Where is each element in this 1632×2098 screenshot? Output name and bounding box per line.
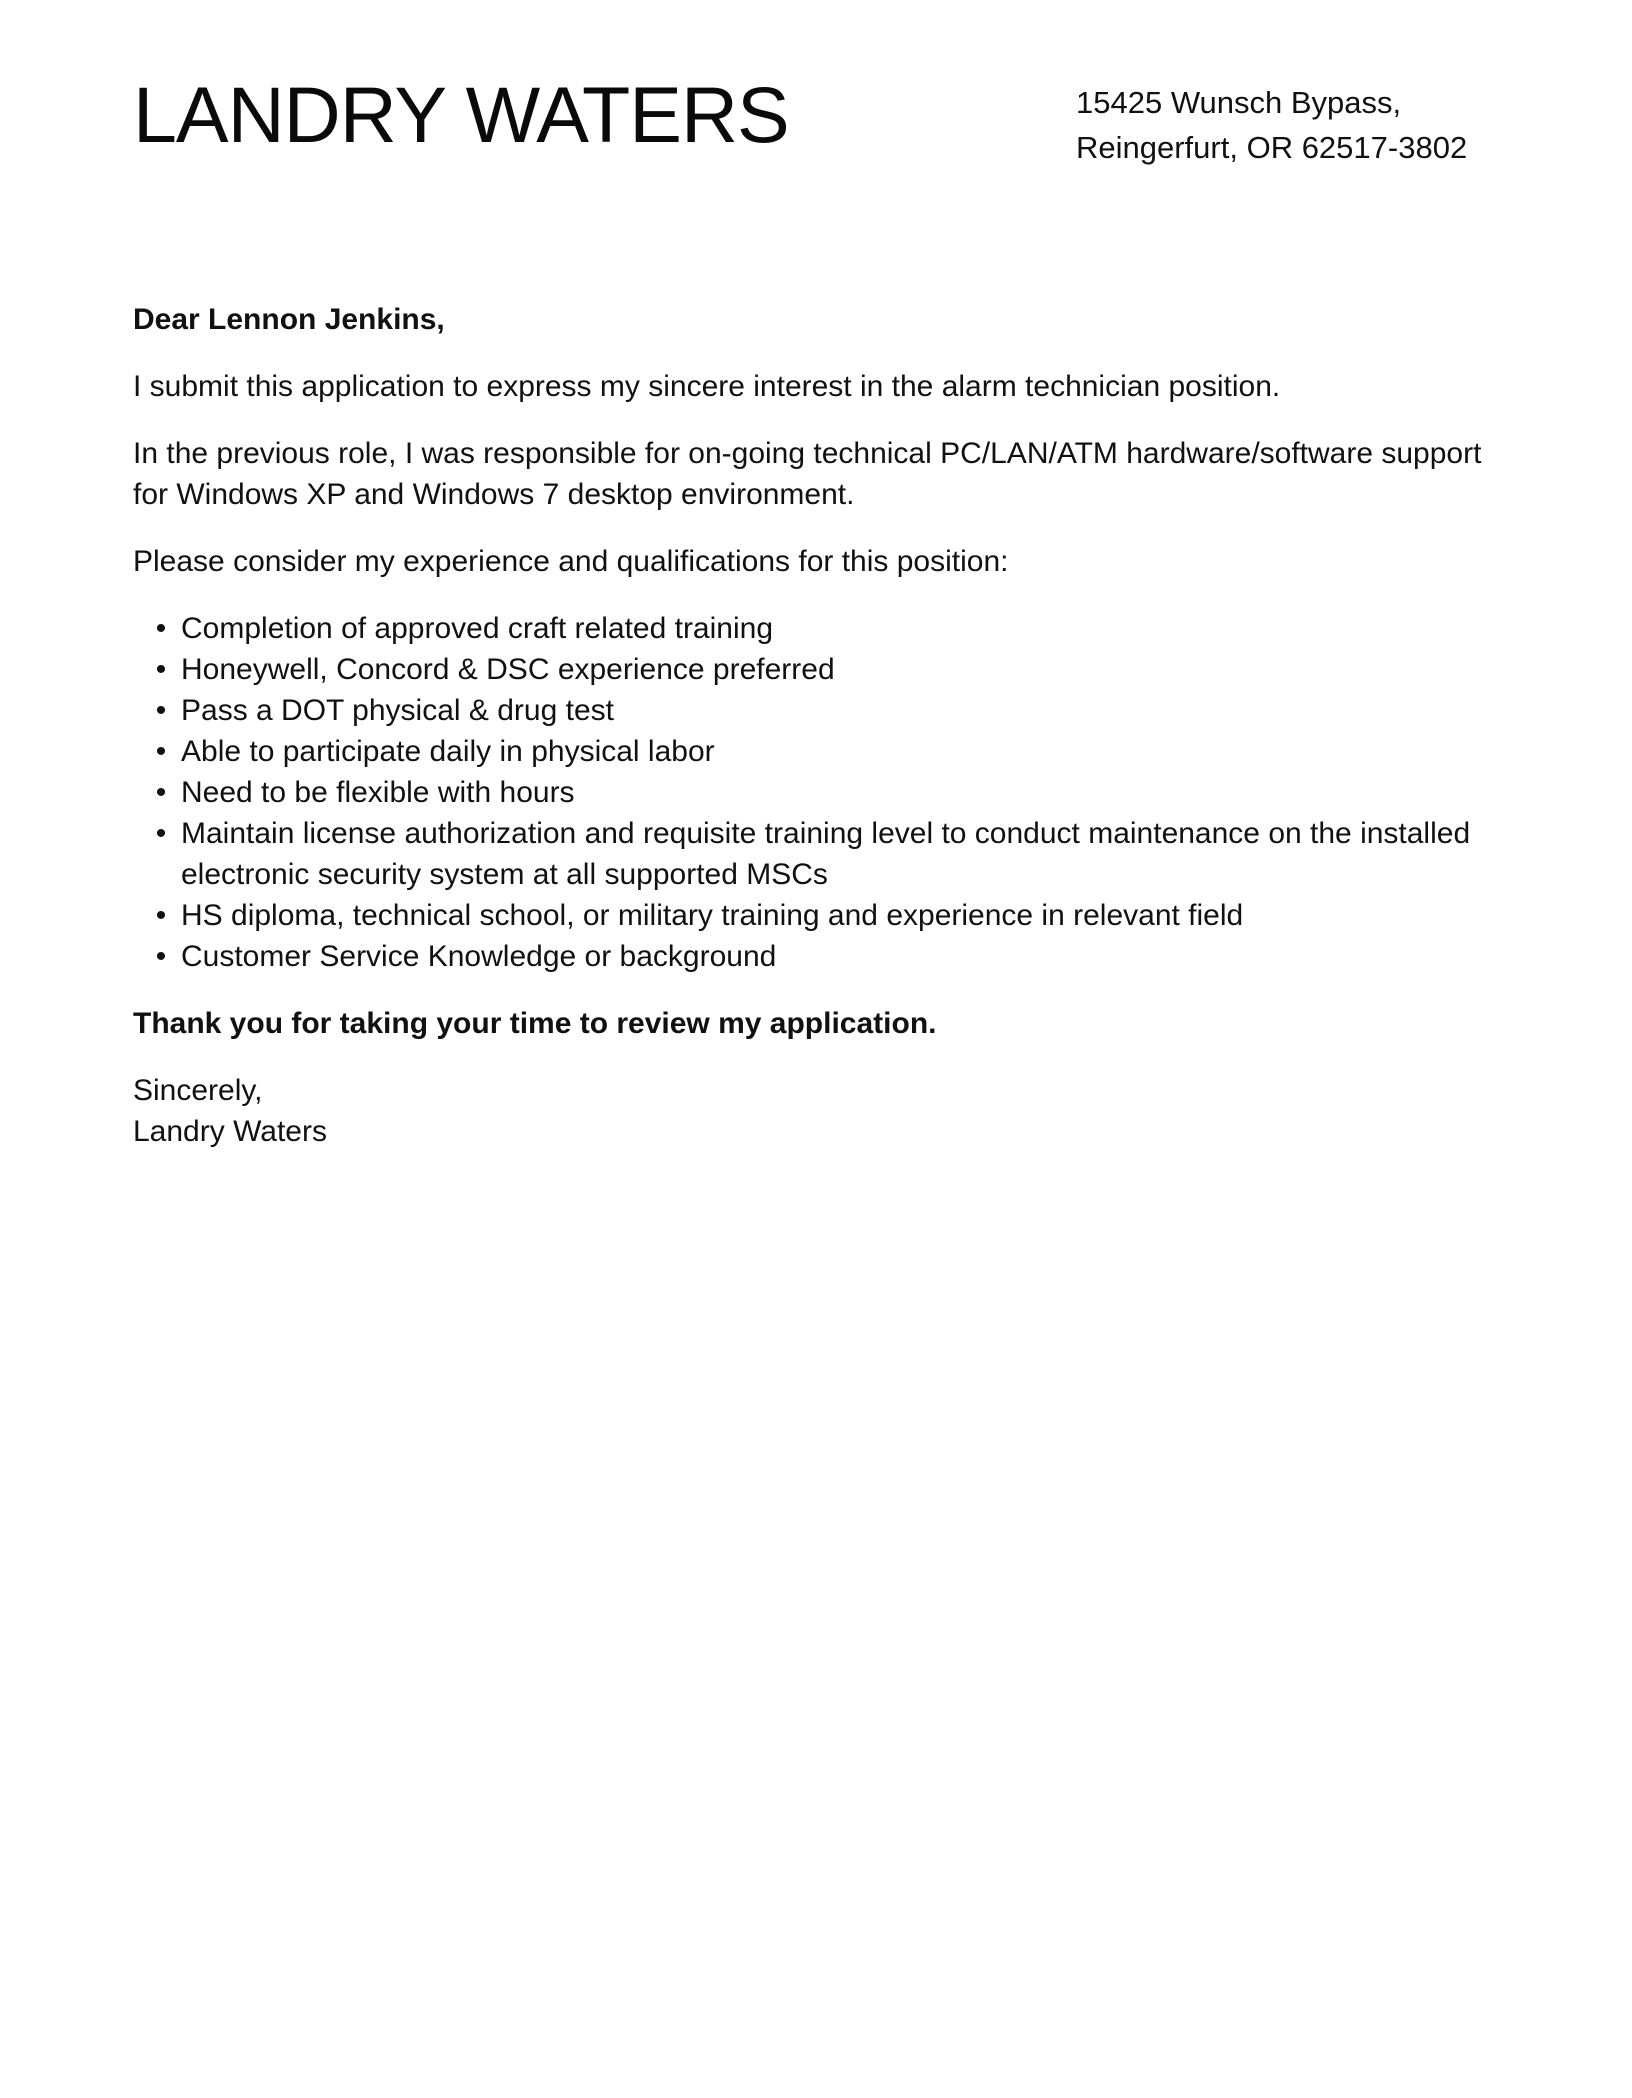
list-item-text: Honeywell, Concord & DSC experience preferred — [181, 653, 835, 686]
list-item-text: Customer Service Knowledge or background — [181, 940, 777, 973]
list-item — [155, 649, 1513, 690]
bullet-icon: • — [155, 899, 167, 932]
salutation: Dear Lennon Jenkins, — [133, 303, 445, 336]
list-item — [155, 895, 1513, 936]
list-item-text: Able to participate daily in physical labor — [181, 735, 715, 768]
list-item — [155, 731, 1513, 772]
list-item-text: Completion of approved craft related training — [181, 612, 774, 645]
qualifications-list — [133, 608, 1513, 977]
list-item-text: Maintain license authorization and requisite training level to conduct maintenance on the installed electronic security system at all supported MSCs — [181, 817, 1471, 891]
applicant-address — [1076, 80, 1467, 170]
list-item-text: Pass a DOT physical & drug test — [181, 694, 614, 727]
address-line-2: Reingerfurt, OR 62517-3802 — [1076, 130, 1468, 165]
bullet-icon: • — [155, 940, 167, 973]
letter-body — [133, 299, 1513, 1152]
bullet-icon: • — [155, 653, 167, 686]
applicant-name: LANDRY WATERS — [133, 70, 789, 159]
bullet-icon: • — [155, 735, 167, 768]
closing: Sincerely, — [133, 1074, 263, 1107]
list-item — [155, 772, 1513, 813]
bullet-icon: • — [155, 694, 167, 727]
bullet-icon: • — [155, 817, 167, 850]
bullet-icon: • — [155, 776, 167, 809]
list-item-text: HS diploma, technical school, or military training and experience in relevant field — [181, 899, 1244, 932]
address-line-1: 15425 Wunsch Bypass, — [1076, 85, 1402, 120]
list-item-text: Need to be flexible with hours — [181, 776, 575, 809]
list-item — [155, 690, 1513, 731]
qualifications-intro: Please consider my experience and qualifications for this position: — [133, 545, 1009, 578]
signoff — [133, 1070, 1513, 1152]
list-item — [155, 813, 1513, 895]
list-item — [155, 608, 1513, 649]
bullet-icon: • — [155, 612, 167, 645]
previous-role-paragraph: In the previous role, I was responsible for on-going technical PC/LAN/ATM hardware/software support for Windows XP and Windows 7 desktop environment. — [133, 437, 1482, 511]
thanks-paragraph: Thank you for taking your time to review my application. — [133, 1007, 937, 1040]
signature-name: Landry Waters — [133, 1115, 327, 1148]
list-item — [155, 936, 1513, 977]
intro-paragraph: I submit this application to express my sincere interest in the alarm technician position. — [133, 370, 1281, 403]
